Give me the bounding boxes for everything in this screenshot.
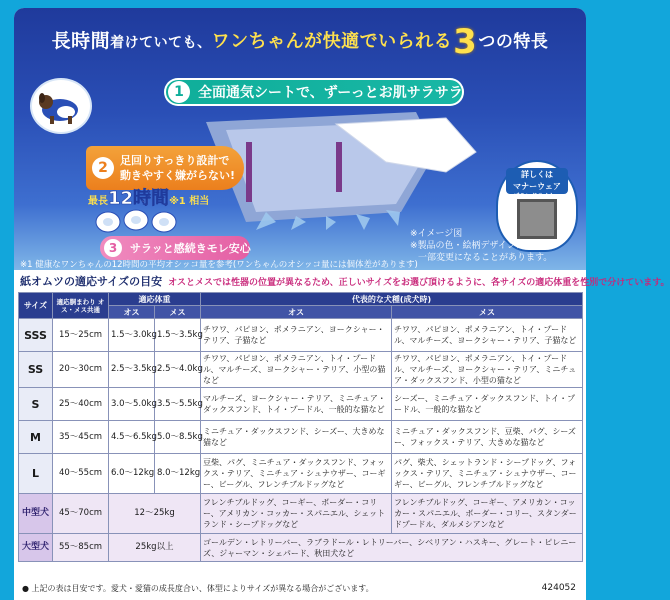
header-waist: 適応胴まわり オス・メス共通 <box>53 293 109 319</box>
breeds-male: チワワ、パピヨン、ポメラニアン、ヨークシャー・テリア、子猫など <box>201 319 392 352</box>
breeds-male: チワワ、パピヨン、ポメラニアン、トイ・プードル、マルチーズ、ヨークシャー・テリア、小型の猫など <box>201 352 392 388</box>
image-note <box>410 228 552 264</box>
feature-1-text: 全面通気シートで、ずーっとお肌サラサラ <box>198 85 463 101</box>
weight-male: 6.0〜12kg <box>109 454 155 494</box>
feature-3-number: 3 <box>104 239 122 257</box>
waist-range: 15〜25cm <box>53 319 109 352</box>
breeds-male: ミニチュア・ダックスフンド、シーズー、大きめな猫など <box>201 421 392 454</box>
feature-3-text: サラッと感続きモレ安心 <box>130 242 251 255</box>
header-size: サイズ <box>19 293 53 319</box>
weight-female: 1.5〜3.5kg <box>155 319 201 352</box>
weight-female: 2.5〜4.0kg <box>155 352 201 388</box>
feature-1-banner <box>164 78 464 106</box>
feature-1-number: 1 <box>168 81 190 103</box>
size-label: SS <box>19 352 53 388</box>
size-label: 中型犬 <box>19 494 53 534</box>
hours-value: 12時間 <box>108 188 170 209</box>
breeds-female: シーズー、ミニチュア・ダックスフンド、トイ・プードル、一般的な猫など <box>392 388 583 421</box>
breeds-male: フレンチブルドッグ、コーギー、ボーダー・コリー、アメリカン・コッカー・スパニエル、シェットランド・シープドッグなど <box>201 494 392 534</box>
size-label: 大型犬 <box>19 534 53 562</box>
header-weight-female: メス <box>155 306 201 319</box>
breeds-female: ミニチュア・ダックスフンド、豆柴、パグ、シーズー、フォックス・テリア、大きめな猫など <box>392 421 583 454</box>
feature-2-line2: 動きやすく嫌がらない! <box>120 169 236 182</box>
bottom-note: ● 上記の表は目安です。愛犬・愛猫の成長度合い、体型によりサイズが異なる場合がございます。 <box>22 584 374 593</box>
table-row <box>19 421 583 454</box>
header-breeds-female: メス <box>392 306 583 319</box>
table-row <box>19 388 583 421</box>
headline-three: 3 <box>453 22 478 62</box>
breeds-female: チワワ、パピヨン、ポメラニアン、トイ・プードル、マルチーズ、ヨークシャー・テリア、子猫など <box>392 319 583 352</box>
rolled-diapers-icon <box>94 206 184 234</box>
headline <box>14 22 586 62</box>
weight-male: 1.5〜3.0kg <box>109 319 155 352</box>
table-title-row <box>20 272 670 290</box>
feature-3-banner <box>100 236 250 260</box>
breeds-male: マルチーズ、ヨークシャー・テリア、ミニチュア・ダックスフンド、トイ・プードル、一般的な猫など <box>201 388 392 421</box>
headline-part4: つの特長 <box>478 32 549 52</box>
weight-female: 5.0〜8.5kg <box>155 421 201 454</box>
waist-range: 35〜45cm <box>53 421 109 454</box>
size-label: SSS <box>19 319 53 352</box>
breeds-common: ゴールデン・レトリーバー、ラブラドール・レトリーバー、シベリアン・ハスキー、グレート・ピレニーズ、ジャーマン・シェパード、秋田犬など <box>201 534 583 562</box>
hours-suffix: ※1 相当 <box>169 196 210 207</box>
waist-range: 20〜30cm <box>53 352 109 388</box>
headline-part3: ワンちゃんが快適でいられる <box>211 31 453 52</box>
feature-2-number: 2 <box>92 157 114 179</box>
table-row <box>19 319 583 352</box>
waist-range: 25〜40cm <box>53 388 109 421</box>
image-note-line1: ※イメージ図 <box>410 229 463 239</box>
dog-illustration <box>30 78 92 134</box>
brand-site-line3: ブランドサイトへ <box>513 193 561 200</box>
brand-site-line2: マナーウェア <box>513 182 561 191</box>
breeds-female: パグ、柴犬、シェットランド・シープドッグ、フォックス・テリア、ミニチュア・シュナウザー、コーギー、ビーグル、フレンチブルドッグなど <box>392 454 583 494</box>
weight-male: 4.5〜6.5kg <box>109 421 155 454</box>
waist-range: 55〜85cm <box>53 534 109 562</box>
brand-site-label <box>506 168 568 200</box>
weight-female: 3.5〜5.5kg <box>155 388 201 421</box>
feature-2-text <box>120 153 235 183</box>
features-panel <box>14 8 586 270</box>
table-row <box>19 534 583 562</box>
feature-2-line1: 足回りすっきり設計で <box>120 154 230 167</box>
weight-male: 3.0〜5.0kg <box>109 388 155 421</box>
product-code: 424052 <box>541 583 576 593</box>
header-weight: 適応体重 <box>109 293 201 306</box>
hours-prefix: 最長 <box>88 196 108 207</box>
size-table <box>18 292 583 562</box>
weight-common: 25kg以上 <box>109 534 201 562</box>
size-label: L <box>19 454 53 494</box>
package-panel <box>14 8 670 600</box>
table-row <box>19 352 583 388</box>
table-row <box>19 494 583 534</box>
headline-part2: 着けていても、 <box>110 35 212 51</box>
header-breeds: 代表的な犬種(成犬時) <box>201 293 583 306</box>
table-row <box>19 454 583 494</box>
footnote-1: ※1 健康なワンちゃんの12時間の平均オシッコ量を参考(ワンちゃんのオシッコ量には個体差があります) <box>20 260 418 270</box>
breeds-female: チワワ、パピヨン、ポメラニアン、トイ・プードル、マルチーズ、ヨークシャー・テリア、ミニチュア・ダックスフンド、小型の猫など <box>392 352 583 388</box>
weight-common: 12〜25kg <box>109 494 201 534</box>
weight-female: 8.0〜12kg <box>155 454 201 494</box>
headline-part1: 長時間 <box>51 30 111 52</box>
waist-range: 45〜70cm <box>53 494 109 534</box>
image-note-line3: 一部変更になることがあります。 <box>418 253 553 263</box>
table-title: 紙オムツの適応サイズの目安 <box>20 275 163 288</box>
breeds-male: 豆柴、パグ、ミニチュア・ダックスフンド、フォックス・テリア、ミニチュア・シュナウザー、コーギー、ビーグル、フレンチブルドッグなど <box>201 454 392 494</box>
size-label: S <box>19 388 53 421</box>
weight-male: 2.5〜3.5kg <box>109 352 155 388</box>
breeds-female: フレンチブルドッグ、コーギー、アメリカン・コッカー・スパニエル、ボーダー・コリー、スタンダードプードル、ダルメシアンなど <box>392 494 583 534</box>
header-breeds-male: オス <box>201 306 392 319</box>
header-weight-male: オス <box>109 306 155 319</box>
size-label: M <box>19 421 53 454</box>
brand-site-line1: 詳しくは <box>521 170 553 179</box>
image-note-line2: ※製品の色・絵柄デザインは <box>410 241 525 251</box>
table-subtitle: オスとメスでは性器の位置が異なるため、正しいサイズをお選び頂けるように、各サイズの適応体重を性別で分けています。 <box>168 277 670 288</box>
waist-range: 40〜55cm <box>53 454 109 494</box>
